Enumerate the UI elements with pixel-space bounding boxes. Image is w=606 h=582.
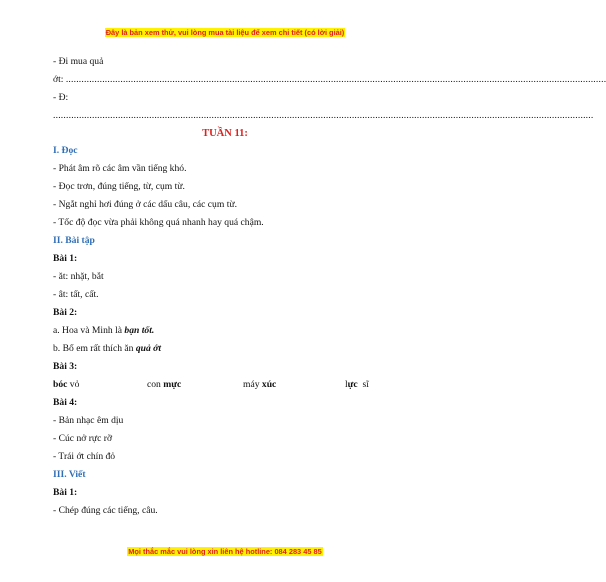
reading-item: - Tốc độ đọc vừa phải không quá nhanh hay quá chậm. [53, 217, 264, 228]
exercise-answer: - ăt: nhặt, bắt [53, 271, 104, 282]
reading-item: - Đọc trơn, đúng tiếng, từ, cụm từ. [53, 181, 185, 192]
dotted-line: ................................................................................................................................................................................................................ [53, 110, 594, 121]
top-banner: Đây là bản xem thử, vui lòng mua tài liệu để xem chi tiết (có lời giải) [105, 28, 345, 37]
writing-answer: - Chép đúng các tiếng, câu. [53, 505, 158, 516]
intro-dotted-line [53, 110, 594, 122]
exercise-label-bai1: Bài 1: [53, 253, 78, 264]
exercise-answer: - Cúc nở rực rỡ [53, 433, 113, 444]
section-heading-writing: III. Viết [53, 469, 86, 480]
exercise-answer-b: b. Bố em rất thích ăn quả ớt [53, 343, 162, 354]
exercise-answer: - ât: tất, cất. [53, 289, 99, 300]
exercise-answer-a: a. Hoa và Minh là bạn tốt. [53, 325, 155, 336]
writing-label-bai1: Bài 1: [53, 487, 78, 498]
intro-line-2: ớt: ................................................................................................................................................................................................................ [53, 74, 606, 85]
section-heading-reading: I. Đọc [53, 145, 78, 156]
word-item: máy xúc [243, 379, 277, 390]
word-item: lực sĩ [345, 379, 369, 390]
bottom-banner: Mọi thắc mắc vui lòng xin liên hệ hotline: 084 283 45 85 [128, 547, 322, 556]
exercise-answer: - Trái ớt chín đỏ [53, 451, 116, 462]
section-heading-exercises: II. Bài tập [53, 235, 95, 246]
reading-item: - Phát âm rõ các âm vần tiếng khó. [53, 163, 187, 174]
reading-item: - Ngắt nghỉ hơi đúng ở các dấu câu, các cụm từ. [53, 199, 237, 210]
exercise-label-bai3: Bài 3: [53, 361, 78, 372]
dotted-line: ................................................................................................................................................................................................................ [65, 74, 606, 85]
answer-emphasis: bạn tốt. [124, 325, 155, 336]
word-item: bóc vỏ [53, 379, 80, 390]
answer-emphasis: quả ớt [135, 343, 162, 354]
intro-line-3: - Đ: [53, 92, 69, 103]
exercise-label-bai4: Bài 4: [53, 397, 78, 408]
page-title: TUẦN 11: [202, 128, 248, 139]
exercise-answer: - Bản nhạc êm dịu [53, 415, 124, 426]
exercise-label-bai2: Bài 2: [53, 307, 78, 318]
word-item: con mực [147, 379, 182, 390]
intro-line-1: - Đi mua quả [53, 56, 104, 67]
